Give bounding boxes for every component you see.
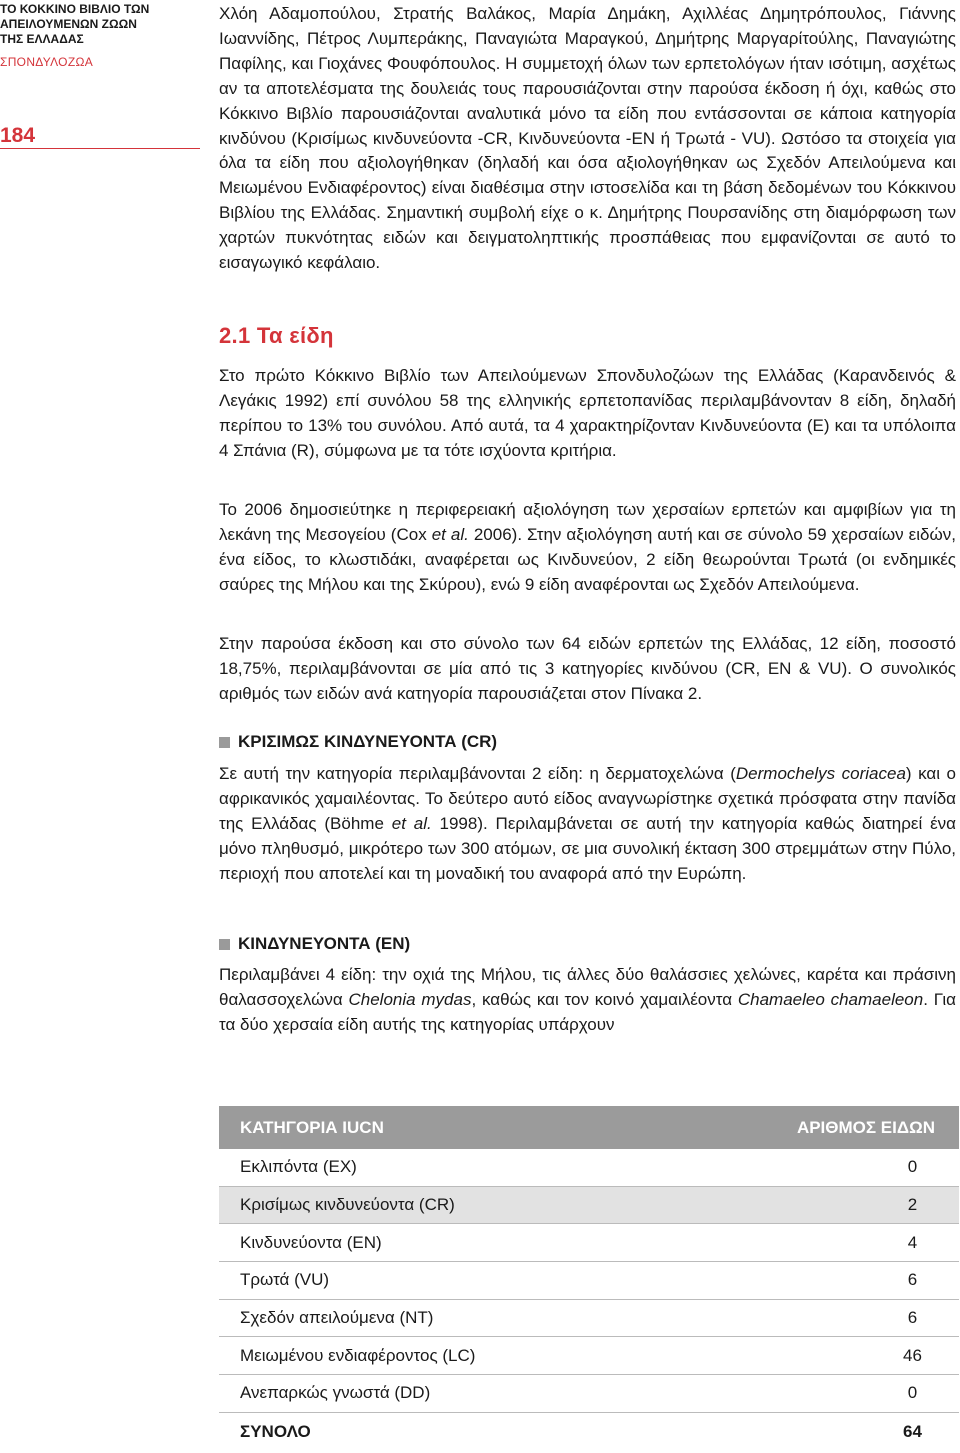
subheading-en: [219, 934, 410, 954]
table-row: [219, 1262, 959, 1300]
sidebar: [0, 0, 200, 1453]
italic-text: Chelonia mydas: [348, 989, 472, 1009]
text-span: 2006). Στην αξιολόγηση αυτή και σε σύνολο 59 χερσαίων ειδών, ένα είδος, το κλωστιδάκι, αναφέρεται ως Κινδυνεύον, 2 είδη θεωρούνται Τρωτά (οι ενδημικές σαύρες της Μήλου και της Σκύρου), ενώ 9 είδη αναφέρονται ως Σχεδόν Απειλούμενα.: [219, 524, 956, 594]
row-category: Μειωμένου ενδιαφέροντος (LC): [240, 1345, 476, 1365]
subheading-label: ΚΡΙΣΙΜΩΣ ΚΙΝΔΥΝΕΥΟΝΤΑ (CR): [238, 732, 498, 751]
section-name: ΣΠΟΝΔΥΛΟΖΩΑ: [0, 55, 94, 69]
text-span: ) και ο αφρικανικός χαμαιλέοντας. Το δεύτερο αυτό είδος αναγνωρίστηκε σχετικά πρόσφατα στην πανίδα της Ελλάδας (Böhme: [219, 764, 956, 833]
page-number: 184: [0, 124, 36, 147]
book-title-line: ΑΠΕΙΛΟΥΜΕΝΩΝ ΖΩΩΝ: [0, 17, 137, 31]
book-title: [0, 2, 200, 47]
row-count: 6: [907, 1308, 918, 1328]
table-row: [219, 1187, 959, 1225]
table-row: [219, 1224, 959, 1262]
table-total-row: [219, 1413, 959, 1451]
table-row: [219, 1149, 959, 1187]
row-count: 2: [907, 1195, 918, 1215]
row-count: 0: [907, 1157, 918, 1177]
row-category: Σχεδόν απειλούμενα (NT): [240, 1308, 434, 1328]
header-count: ΑΡΙΘΜΟΣ ΕΙΔΩΝ: [796, 1117, 935, 1137]
italic-text: Dermochelys coriacea: [735, 764, 906, 783]
subheading-label: ΚΙΝΔΥΝΕΥΟΝΤΑ (EN): [238, 934, 411, 953]
total-count: 64: [903, 1421, 922, 1441]
row-count: 46: [903, 1345, 922, 1365]
page-number-rule: [0, 148, 200, 149]
row-count: 6: [907, 1270, 918, 1290]
row-category: Κινδυνεύοντα (EN): [240, 1232, 382, 1252]
paragraph-en: [219, 963, 956, 1038]
book-title-line: ΤΟ ΚΟΚΚΙΝΟ ΒΙΒΛΙΟ ΤΩΝ: [0, 2, 150, 16]
text-span: , καθώς και τον κοινό χαμαιλέοντα: [471, 989, 738, 1009]
iucn-table: [219, 1106, 959, 1451]
bullet-square-icon: [219, 939, 230, 950]
paragraph-current-edition: Στην παρούσα έκδοση και στο σύνολο των 64 ειδών ερπετών της Ελλάδας, 12 είδη, ποσοστό 18,75%, περιλαμβάνονται σε μία από τις 3 κατηγορίες κινδύνου (CR, EN & VU). Ο συνολικός αριθμός των ειδών ανά κατηγορία παρουσιάζεται στον Πίνακα 2.: [219, 634, 956, 703]
text-span: Το 2006 δημοσιεύτηκε η περιφερειακή αξιολόγηση των χερσαίων ερπετών και αμφιβίων για τη λεκάνη της Μεσογείου (Cox: [219, 500, 956, 544]
row-category: Κρισίμως κινδυνεύοντα (CR): [240, 1195, 455, 1215]
row-count: 0: [907, 1383, 918, 1403]
paragraph-first-red-book: Στο πρώτο Κόκκινο Βιβλίο των Απειλούμενων Σπονδυλοζώων της Ελλάδας (Καρανδεινός & Λεγάκις 1992) επί συνόλου 58 της ελληνικής ερπετοπανίδας περιλαμβάνονταν 8 είδη, δηλαδή περίπου το 13% του συνόλου. Από αυτά, τα 4 χαρακτηρίζονταν Κινδυνεύοντα (E) και τα υπόλοιπα 4 Σπάνια (R), σύμφωνα με τα τότε ισχύοντα κριτήρια.: [219, 366, 956, 460]
bullet-square-icon: [219, 737, 230, 748]
text-span: . Για τα δύο χερσαία είδη αυτής της κατηγορίας υπάρχουν: [219, 989, 956, 1034]
paragraph-2006-assessment: [219, 498, 956, 598]
row-category: Τρωτά (VU): [240, 1270, 330, 1290]
text-span: Περιλαμβάνει 4 είδη: την οχιά της Μήλου, τις άλλες δύο θαλάσσιες χελώνες, καρέτα και πράσινη θαλασσοχελώνα: [219, 965, 956, 1009]
text-span: 1998). Περιλαμβάνεται σε αυτή την κατηγορία καθώς διατηρεί ένα μόνο πληθυσμό, μικρότερο των 300 ατόμων, σε μια συνολική έκταση 300 στρεμμάτων στην Πύλο, περιοχή που αποτελεί και τη μοναδική του αναφορά από την Ευρώπη.: [219, 813, 956, 883]
header-category: ΚΑΤΗΓΟΡΙΑ IUCN: [240, 1117, 384, 1137]
total-label: ΣΥΝΟΛΟ: [240, 1421, 311, 1441]
table-row: [219, 1337, 959, 1375]
table-row: [219, 1300, 959, 1338]
table-row: [219, 1375, 959, 1413]
text-span: Σε αυτή την κατηγορία περιλαμβάνονται 2 είδη: η δερματοχελώνα (: [219, 764, 736, 783]
section-heading: 2.1 Τα είδη: [219, 323, 334, 348]
row-count: 4: [907, 1232, 918, 1252]
italic-text: et al.: [431, 524, 469, 544]
paragraph-cr: [219, 762, 956, 887]
book-title-line: ΤΗΣ ΕΛΛΑΔΑΣ: [0, 32, 84, 46]
paragraph-contributors: Χλόη Αδαμοπούλου, Στρατής Βαλάκος, Μαρία Δημάκη, Αχιλλέας Δημητρόπουλος, Γιάννης Ιωαννίδης, Πέτρος Λυμπεράκης, Παναγιώτα Μαραγκού, Δημήτρης Μαργαρίτούλης, Παναγιώτης Παφίλης, και Γιοχάνες Φουφόπουλος. Η συμμετοχή όλων των ερπετολόγων ήταν ισότιμη, ασχέτως αν τα αποτελέσματα της δουλειάς τους παρουσιάζονται στην παρούσα έκδοση ή όχι, καθώς στο Κόκκινο Βιβλίο παρουσιάζονται αναλυτικά μόνο τα είδη που εντάσσονται σε κάποια κατηγορία κινδύνου (Κρισίμως κινδυνεύοντα -CR, Κινδυνεύοντα -EN ή Τρωτά - VU). Ωστόσο τα στοιχεία για όλα τα είδη που αξιολογήθηκαν (δηλαδή και όσα αξιολογήθηκαν ως Σχεδόν Απειλούμενα και Μειωμένου Ενδιαφέροντος) είναι διαθέσιμα στην ιστοσελίδα και τη βάση δεδομένων του Κόκκινου Βιβλίου της Ελλάδας. Σημαντική συμβολή είχε ο κ. Δημήτρης Πουρσανίδης στη διαμόρφωση των χαρτών πυκνότητας ειδών και δειγματοληπτικής προσπάθειας που εμφανίζονται σε αυτό το εισαγωγικό κεφάλαιο.: [219, 4, 956, 273]
row-category: Εκλιπόντα (EX): [240, 1157, 357, 1177]
row-category: Ανεπαρκώς γνωστά (DD): [240, 1383, 431, 1403]
table-header: [219, 1106, 959, 1149]
italic-text: et al.: [391, 813, 432, 833]
subheading-cr: [219, 732, 497, 752]
italic-text: Chamaeleo chamaeleon: [737, 989, 924, 1009]
